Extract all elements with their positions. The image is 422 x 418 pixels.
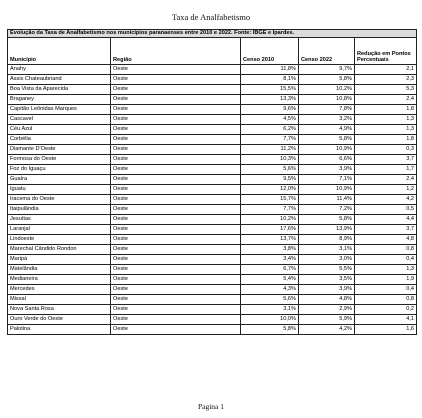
cell-censo-2022: 5,8%: [299, 135, 355, 145]
cell-censo-2022: 7,1%: [299, 175, 355, 185]
cell-censo-2010: 11,2%: [241, 145, 299, 155]
cell-municipio: Boa Vista da Aparecida: [8, 85, 111, 95]
cell-municipio: Braganey: [8, 95, 111, 105]
cell-censo-2010: 3,1%: [241, 305, 299, 315]
cell-censo-2010: 13,3%: [241, 95, 299, 105]
data-table-container: [7, 29, 416, 335]
cell-regiao: Oeste: [111, 275, 241, 285]
cell-censo-2010: 7,7%: [241, 135, 299, 145]
cell-regiao: Oeste: [111, 305, 241, 315]
header-censo-2010: Censo 2010: [241, 38, 299, 65]
cell-municipio: Capitão Leônidas Marques: [8, 105, 111, 115]
cell-reducao: 3,7: [355, 225, 417, 235]
cell-reducao: 0,5: [355, 205, 417, 215]
cell-censo-2022: 8,9%: [299, 235, 355, 245]
cell-regiao: Oeste: [111, 185, 241, 195]
cell-censo-2022: 3,0%: [299, 255, 355, 265]
cell-censo-2022: 3,9%: [299, 165, 355, 175]
cell-municipio: Laranjal: [8, 225, 111, 235]
literacy-table: [7, 29, 417, 335]
cell-regiao: Oeste: [111, 245, 241, 255]
cell-municipio: Medianeira: [8, 275, 111, 285]
table-row: [8, 65, 417, 75]
cell-regiao: Oeste: [111, 315, 241, 325]
table-row: [8, 325, 417, 335]
cell-municipio: Cascavel: [8, 115, 111, 125]
cell-censo-2010: 9,6%: [241, 105, 299, 115]
table-row: [8, 125, 417, 135]
cell-censo-2022: 10,8%: [299, 95, 355, 105]
table-header-row: [8, 38, 417, 65]
page-footer: Pagina 1: [197, 402, 225, 411]
cell-censo-2022: 4,8%: [299, 295, 355, 305]
cell-municipio: Jesuítas: [8, 215, 111, 225]
cell-reducao: 1,3: [355, 125, 417, 135]
cell-censo-2010: 15,7%: [241, 195, 299, 205]
table-row: [8, 265, 417, 275]
table-row: [8, 315, 417, 325]
cell-censo-2010: 17,6%: [241, 225, 299, 235]
table-row: [8, 275, 417, 285]
cell-regiao: Oeste: [111, 95, 241, 105]
table-row: [8, 155, 417, 165]
cell-reducao: 4,8: [355, 235, 417, 245]
cell-censo-2022: 10,2%: [299, 85, 355, 95]
cell-censo-2022: 5,8%: [299, 215, 355, 225]
cell-regiao: Oeste: [111, 165, 241, 175]
cell-municipio: Maripá: [8, 255, 111, 265]
cell-municipio: Foz do Iguaçu: [8, 165, 111, 175]
cell-municipio: Mercedes: [8, 285, 111, 295]
page-title: Taxa de Analfabetismo: [171, 12, 251, 22]
header-municipio: Município: [8, 38, 111, 65]
table-row: [8, 115, 417, 125]
cell-reducao: 2,1: [355, 65, 417, 75]
cell-censo-2010: 10,2%: [241, 215, 299, 225]
cell-reducao: 0,4: [355, 285, 417, 295]
cell-regiao: Oeste: [111, 135, 241, 145]
cell-reducao: 3,7: [355, 155, 417, 165]
table-row: [8, 295, 417, 305]
cell-censo-2022: 10,9%: [299, 145, 355, 155]
table-caption: Evolução da Taxa de Analfabetismo nos municípios paranaenses entre 2010 e 2022. Fonte: IBGE e Ipardes.: [8, 30, 417, 38]
cell-regiao: Oeste: [111, 85, 241, 95]
cell-censo-2010: 5,6%: [241, 165, 299, 175]
table-row: [8, 225, 417, 235]
cell-reducao: 0,2: [355, 305, 417, 315]
cell-regiao: Oeste: [111, 75, 241, 85]
cell-reducao: 2,4: [355, 95, 417, 105]
cell-censo-2010: 4,5%: [241, 115, 299, 125]
cell-municipio: Assis Chateaubriand: [8, 75, 111, 85]
cell-censo-2010: 5,6%: [241, 295, 299, 305]
cell-municipio: Lindoeste: [8, 235, 111, 245]
cell-censo-2010: 5,8%: [241, 325, 299, 335]
cell-reducao: 2,3: [355, 75, 417, 85]
cell-censo-2010: 11,8%: [241, 65, 299, 75]
cell-municipio: Céu Azul: [8, 125, 111, 135]
table-row: [8, 185, 417, 195]
cell-censo-2022: 7,2%: [299, 205, 355, 215]
cell-municipio: Iguatu: [8, 185, 111, 195]
table-row: [8, 195, 417, 205]
cell-censo-2022: 3,1%: [299, 245, 355, 255]
cell-reducao: 4,4: [355, 215, 417, 225]
cell-reducao: 4,2: [355, 195, 417, 205]
cell-censo-2022: 6,6%: [299, 155, 355, 165]
cell-censo-2010: 13,7%: [241, 235, 299, 245]
cell-censo-2022: 4,9%: [299, 125, 355, 135]
table-row: [8, 205, 417, 215]
table-row: [8, 305, 417, 315]
cell-municipio: Ouro Verde do Oeste: [8, 315, 111, 325]
table-row: [8, 165, 417, 175]
table-row: [8, 95, 417, 105]
header-regiao: Região: [111, 38, 241, 65]
cell-censo-2022: 5,9%: [299, 315, 355, 325]
cell-regiao: Oeste: [111, 195, 241, 205]
cell-regiao: Oeste: [111, 155, 241, 165]
cell-regiao: Oeste: [111, 325, 241, 335]
cell-censo-2010: 8,1%: [241, 75, 299, 85]
cell-regiao: Oeste: [111, 285, 241, 295]
cell-municipio: Anahy: [8, 65, 111, 75]
table-row: [8, 105, 417, 115]
cell-reducao: 0,3: [355, 145, 417, 155]
cell-regiao: Oeste: [111, 265, 241, 275]
cell-censo-2022: 3,2%: [299, 115, 355, 125]
cell-municipio: Corbélia: [8, 135, 111, 145]
table-row: [8, 285, 417, 295]
cell-municipio: Matelândia: [8, 265, 111, 275]
table-row: [8, 235, 417, 245]
cell-regiao: Oeste: [111, 175, 241, 185]
cell-regiao: Oeste: [111, 215, 241, 225]
table-row: [8, 255, 417, 265]
table-row: [8, 215, 417, 225]
cell-regiao: Oeste: [111, 235, 241, 245]
cell-censo-2010: 3,4%: [241, 255, 299, 265]
cell-municipio: Missal: [8, 295, 111, 305]
cell-municipio: Palotina: [8, 325, 111, 335]
cell-censo-2010: 4,3%: [241, 285, 299, 295]
cell-reducao: 1,6: [355, 325, 417, 335]
table-row: [8, 85, 417, 95]
cell-reducao: 4,1: [355, 315, 417, 325]
table-body: [8, 65, 417, 335]
cell-censo-2010: 6,7%: [241, 265, 299, 275]
cell-reducao: 1,8: [355, 105, 417, 115]
cell-reducao: 1,7: [355, 165, 417, 175]
cell-municipio: Guaíra: [8, 175, 111, 185]
table-row: [8, 175, 417, 185]
cell-censo-2010: 6,2%: [241, 125, 299, 135]
cell-reducao: 1,3: [355, 115, 417, 125]
cell-municipio: Formosa do Oeste: [8, 155, 111, 165]
header-reducao: Redução em Pontos Percentuais: [355, 38, 417, 65]
table-row: [8, 135, 417, 145]
cell-censo-2022: 11,4%: [299, 195, 355, 205]
cell-censo-2010: 9,5%: [241, 175, 299, 185]
cell-reducao: 5,3: [355, 85, 417, 95]
cell-censo-2022: 3,5%: [299, 275, 355, 285]
cell-regiao: Oeste: [111, 255, 241, 265]
cell-municipio: Nova Santa Rosa: [8, 305, 111, 315]
table-row: [8, 75, 417, 85]
cell-reducao: 1,9: [355, 275, 417, 285]
cell-censo-2022: 13,9%: [299, 225, 355, 235]
cell-censo-2022: 2,9%: [299, 305, 355, 315]
cell-regiao: Oeste: [111, 125, 241, 135]
cell-reducao: 1,8: [355, 135, 417, 145]
cell-censo-2010: 5,4%: [241, 275, 299, 285]
cell-regiao: Oeste: [111, 295, 241, 305]
cell-censo-2010: 12,0%: [241, 185, 299, 195]
cell-reducao: 1,2: [355, 185, 417, 195]
cell-censo-2010: 3,8%: [241, 245, 299, 255]
cell-censo-2022: 7,8%: [299, 105, 355, 115]
cell-regiao: Oeste: [111, 65, 241, 75]
cell-municipio: Iracema do Oeste: [8, 195, 111, 205]
cell-reducao: 2,4: [355, 175, 417, 185]
cell-censo-2022: 4,2%: [299, 325, 355, 335]
cell-regiao: Oeste: [111, 145, 241, 155]
cell-municipio: Diamante D'Oeste: [8, 145, 111, 155]
cell-censo-2022: 5,8%: [299, 75, 355, 85]
cell-regiao: Oeste: [111, 115, 241, 125]
cell-censo-2022: 9,7%: [299, 65, 355, 75]
cell-reducao: 0,8: [355, 295, 417, 305]
cell-censo-2022: 5,5%: [299, 265, 355, 275]
table-row: [8, 145, 417, 155]
cell-regiao: Oeste: [111, 225, 241, 235]
cell-municipio: Marechal Cândido Rondon: [8, 245, 111, 255]
cell-censo-2022: 10,9%: [299, 185, 355, 195]
cell-reducao: 0,4: [355, 255, 417, 265]
table-row: [8, 245, 417, 255]
cell-municipio: Itaipulândia: [8, 205, 111, 215]
cell-censo-2010: 10,0%: [241, 315, 299, 325]
cell-censo-2022: 3,9%: [299, 285, 355, 295]
header-censo-2022: Censo 2022: [299, 38, 355, 65]
cell-reducao: 1,3: [355, 265, 417, 275]
cell-regiao: Oeste: [111, 105, 241, 115]
cell-regiao: Oeste: [111, 205, 241, 215]
cell-censo-2010: 7,7%: [241, 205, 299, 215]
cell-censo-2010: 10,3%: [241, 155, 299, 165]
cell-censo-2010: 15,5%: [241, 85, 299, 95]
cell-reducao: 0,8: [355, 245, 417, 255]
